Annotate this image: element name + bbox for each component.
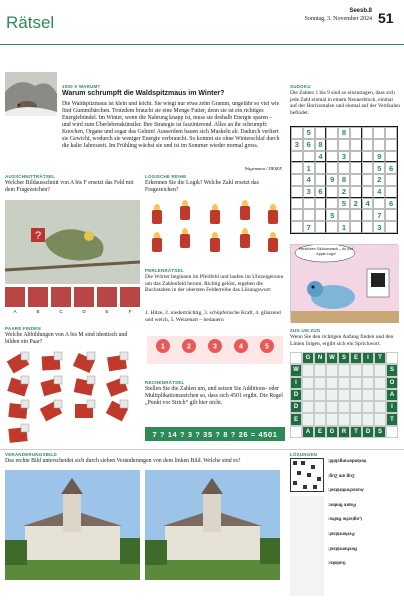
zug-cell: I: [290, 377, 302, 389]
logik-text: Erkennen Sie die Logik? Welche Zahl ersetzt das Fragezeichen?: [145, 180, 259, 193]
zug-cell: W: [290, 364, 302, 376]
sudoku-cell: [291, 151, 303, 163]
solution-heading: Sudoku:: [328, 560, 346, 566]
sudoku-cell: [303, 151, 315, 163]
zug-cell: W: [326, 352, 338, 364]
sudoku-cell: [303, 209, 315, 221]
sudoku-cell: 6: [303, 139, 315, 151]
zug-cell: [338, 377, 350, 389]
sudoku-cell: 8: [338, 174, 350, 186]
sudoku-cell: 9: [373, 151, 385, 163]
zug-cell: [338, 389, 350, 401]
sudoku-cell: 6: [385, 198, 397, 210]
sudoku-cell: 3: [373, 221, 385, 233]
rechen-equation: 7 ? 14 ? 3 ? 35 ? 8 ? 26 = 4501: [145, 427, 285, 441]
solutions-items: [328, 458, 400, 566]
sudoku-cell: 7: [303, 221, 315, 233]
cutout-letter: C: [59, 309, 63, 314]
logik-label: LOGISCHE REIHE: [145, 174, 187, 179]
sudoku-cell: [362, 186, 374, 198]
sudoku-cell: 3: [303, 186, 315, 198]
pair-figure: [106, 376, 128, 397]
sudoku-cell: [362, 209, 374, 221]
sudoku-cell: [350, 209, 362, 221]
sudoku-cell: [385, 127, 397, 139]
zug-cell: [314, 389, 326, 401]
zug-cell: [314, 377, 326, 389]
paare-label: PAARE FINDEN: [5, 326, 41, 331]
wissen-label: 1000 X WARUM?: [62, 84, 101, 89]
sudoku-cell: 7: [373, 209, 385, 221]
zug-cell: [362, 364, 374, 376]
sudoku-cell: [362, 127, 374, 139]
zug-cell: [326, 377, 338, 389]
zug-cell: [302, 364, 314, 376]
sudoku-cell: 5: [338, 198, 350, 210]
sudoku-cell: [385, 221, 397, 233]
pair-figure: [42, 352, 62, 370]
pair-figure: [7, 352, 30, 374]
zug-label: ZUG UM ZUG: [290, 328, 321, 333]
sudoku-cell: 8: [315, 139, 327, 151]
pairs-grid: [5, 350, 140, 446]
sudoku-cell: [362, 151, 374, 163]
sudoku-cell: [315, 162, 327, 174]
lantern: [268, 204, 278, 224]
cutout-option: [97, 287, 117, 314]
cutout-option: [120, 287, 140, 314]
cutout-letter: E: [105, 309, 109, 314]
pearl-number: 2: [187, 343, 191, 351]
pair-figure: [8, 400, 29, 419]
brand-name: Seesb.8: [349, 8, 372, 14]
sudoku-cell: [338, 162, 350, 174]
perlen-clues: 1. Hitze, 2. niederträchtig, 3. schöpferische Kraft, 4. glänzend und weich, 5. Weizenart – bedauern: [145, 310, 281, 323]
zug-cell: [350, 364, 362, 376]
lantern: [268, 232, 278, 252]
zug-cell: [362, 401, 374, 413]
pearl-number: 3: [213, 343, 217, 351]
zug-cell: [362, 413, 374, 425]
sudoku-cell: 4: [315, 151, 327, 163]
pair-figure: [73, 352, 95, 373]
sudoku-cell: [338, 139, 350, 151]
sudoku-cell: [326, 139, 338, 151]
shrew-illustration: [5, 72, 57, 116]
zug-cell: [374, 377, 386, 389]
zug-cell: [314, 413, 326, 425]
lantern: [210, 204, 220, 224]
zug-cell: [374, 389, 386, 401]
zug-cell: I: [362, 352, 374, 364]
cutout-letter: B: [36, 309, 40, 314]
zug-cell: [326, 364, 338, 376]
zug-text: Wenn Sie den richtigen Anfang finden und den Linien folgen, ergibt sich ein Sprichwort.: [290, 334, 394, 347]
sudoku-cell: [303, 198, 315, 210]
lantern: [240, 228, 250, 248]
zug-cell: [374, 364, 386, 376]
header-divider: [0, 44, 404, 45]
loesungen-label: LÖSUNGEN: [290, 452, 318, 457]
pair-figure: [107, 352, 128, 371]
lantern: [152, 204, 162, 224]
zug-cell: [350, 389, 362, 401]
solution-heading: Rechenrätsel:: [328, 546, 358, 552]
rechen-text: Stellen Sie die Zahlen um, und setzen Sie Additions- oder Multiplikationszeichen so, dass sich 4501 ergibt. Die Regel „Punkt vor Strich“ gilt hier nicht.: [145, 386, 283, 406]
lantern: [180, 228, 190, 248]
sudoku-cell: [326, 221, 338, 233]
sudoku-cell: [362, 162, 374, 174]
zug-cell: [362, 389, 374, 401]
cutout-option: [51, 287, 71, 314]
lantern: [240, 200, 250, 220]
sudoku-cell: [291, 209, 303, 221]
sudoku-cell: [291, 186, 303, 198]
sudoku-cell: [350, 127, 362, 139]
zug-cell: D: [290, 401, 302, 413]
zug-cell: [290, 352, 302, 364]
page-number: 51: [378, 10, 394, 26]
sudoku-cell: 1: [303, 162, 315, 174]
cutout-option: [74, 287, 94, 314]
sudoku-cell: [315, 174, 327, 186]
sudoku-cell: [385, 139, 397, 151]
zug-cell: [350, 413, 362, 425]
sudoku-cell: [315, 209, 327, 221]
sudoku-cell: [362, 174, 374, 186]
zug-cell: [290, 426, 302, 438]
sudoku-cell: 9: [326, 174, 338, 186]
cutout-option: [5, 287, 25, 314]
solution-heading: Paare finden:: [328, 502, 356, 508]
pearl-number: 5: [265, 343, 269, 351]
zug-cell: E: [290, 413, 302, 425]
zug-cell: [350, 377, 362, 389]
svg-text:?: ?: [34, 230, 42, 242]
sudoku-cell: [373, 198, 385, 210]
sudoku-cell: [291, 174, 303, 186]
veraenderung-label: VERÄNDERUNGSBILD: [5, 452, 57, 457]
veraenderung-text: Das rechte Bild unterscheidet sich durch sieben Veränderungen von dem linken Bild. Welche sind es?: [5, 458, 241, 464]
sudoku-cell: [373, 127, 385, 139]
sudoku-cell: 2: [338, 186, 350, 198]
sudoku-cell: [385, 151, 397, 163]
zug-cell: E: [350, 352, 362, 364]
pair-figure: [74, 376, 95, 396]
zug-cell: D: [362, 426, 374, 438]
sudoku-cell: [326, 198, 338, 210]
sudoku-cell: [291, 198, 303, 210]
solution-heading: Ausschnitträtsel:: [328, 487, 364, 493]
masthead: [290, 8, 372, 23]
solution-sudoku: [290, 458, 324, 492]
sudoku-cell: 2: [373, 174, 385, 186]
sudoku-cell: [385, 174, 397, 186]
zug-cell: [338, 364, 350, 376]
sudoku-cell: [326, 151, 338, 163]
sudoku-cell: 4: [362, 198, 374, 210]
sudoku-cell: 4: [303, 174, 315, 186]
sudoku-cell: [373, 139, 385, 151]
sudoku-cell: [350, 186, 362, 198]
zug-cell: R: [338, 426, 350, 438]
cutout-letter: A: [13, 309, 17, 314]
zug-cell: [326, 389, 338, 401]
zug-cell: [374, 413, 386, 425]
pearl-number: 1: [161, 343, 165, 351]
zug-cell: A: [386, 389, 398, 401]
zug-cell: G: [302, 352, 314, 364]
zug-cell: [326, 401, 338, 413]
sudoku-cell: [315, 221, 327, 233]
wissen-paragraph: Die Waldspitzmaus ist klein und leicht. Sie wiegt nur etwa zehn Gramm, ungefähr so viel wie fünf Gummibärchen. Trotzdem braucht sie eine Menge Futter, denn sie ist ein richtiges Energiebündel. Im Winter, wenn die Nahrung knapp ist, muss sie deshalb Energie sparen – und wird zum Überlebenskünstler. Ihre Strategie ist faszinierend. Alles an ihr schrumpft: Knochen, Organe und sogar das Gehirn! Ausserdem bauen sich Muskeln ab. Dadurch verliert sie Gewicht, wodurch sie weniger Energie verbraucht. So kommt sie ohne Winterschlaf durch die kalte Jahreszeit. Im Frühling wächst sie und ist im Sommer wieder normal gross.: [62, 101, 280, 149]
zug-cell: T: [386, 413, 398, 425]
zug-cell: [314, 364, 326, 376]
zug-cell: [362, 377, 374, 389]
pearl-chain: [145, 332, 285, 368]
zug-cell: [350, 401, 362, 413]
zug-cell: [386, 426, 398, 438]
sudoku-instructions: Die Zahlen 1 bis 9 sind so einzutragen, dass sich jede Zahl einmal in einem Neunerblock, einmal auf der Horizontalen und einmal auf der Vertikalen befindet.: [290, 90, 400, 116]
zug-cell: [326, 413, 338, 425]
sudoku-cell: [326, 186, 338, 198]
bird-photo: [5, 200, 140, 284]
sudoku-cell: 8: [338, 127, 350, 139]
perlen-label: PERLENRÄTSEL: [145, 268, 184, 273]
sudoku-cell: 4: [373, 186, 385, 198]
sudoku-cell: 3: [338, 151, 350, 163]
sudoku-cell: [291, 127, 303, 139]
sudoku-cell: [385, 209, 397, 221]
sudoku-grid: [290, 126, 398, 234]
sudoku-cell: 6: [385, 162, 397, 174]
sudoku-cell: [338, 209, 350, 221]
zug-cell: [302, 389, 314, 401]
sudoku-cell: [315, 198, 327, 210]
sudoku-cell: [350, 151, 362, 163]
section-divider: [0, 449, 404, 450]
zug-cell: G: [326, 426, 338, 438]
pair-figure: [8, 424, 29, 443]
zug-cell: [314, 401, 326, 413]
wissen-credit: Wagemann / DEIKE: [244, 166, 282, 171]
pair-figure: [40, 376, 62, 396]
zug-cell: O: [386, 377, 398, 389]
ausschnitt-label: AUSSCHNITTRÄTSEL: [5, 174, 56, 179]
sudoku-cell: [291, 221, 303, 233]
cartoon: [290, 244, 398, 322]
sudoku-cell: [291, 162, 303, 174]
zug-cell: [302, 413, 314, 425]
sudoku-cell: [385, 186, 397, 198]
sudoku-cell: [362, 139, 374, 151]
sudoku-label: SUDOKU: [290, 84, 311, 89]
sudoku-cell: [315, 127, 327, 139]
zug-cell: [386, 352, 398, 364]
zug-cell: E: [314, 426, 326, 438]
zug-cell: I: [386, 401, 398, 413]
zug-cell: S: [386, 364, 398, 376]
wissen-text: [62, 101, 282, 165]
section-title: Rätsel: [6, 13, 55, 32]
solution-heading: Zug um Zug:: [328, 473, 355, 479]
pearl-number: 4: [239, 343, 243, 351]
zug-cell: [338, 401, 350, 413]
zug-cell: D: [290, 389, 302, 401]
sudoku-cell: [350, 221, 362, 233]
cartoon-speech: Herzlichen Glückwunsch – du und Apple-Logo!: [298, 247, 354, 256]
lantern: [210, 232, 220, 252]
issue-date: Sonntag, 3. November 2024: [304, 15, 372, 22]
zug-cell: A: [302, 426, 314, 438]
solutions-list: [328, 458, 400, 598]
ausschnitt-options: [5, 287, 140, 314]
solution-heading: Logische Reihe:: [328, 516, 362, 522]
sudoku-cell: 5: [373, 162, 385, 174]
cutout-letter: F: [128, 309, 132, 314]
sudoku-cell: 2: [350, 198, 362, 210]
church-photo-right: [145, 470, 280, 580]
zug-cell: T: [350, 426, 362, 438]
pair-figure: [75, 400, 95, 418]
zug-grid: [290, 352, 398, 438]
lantern: [152, 232, 162, 252]
zug-cell: [302, 401, 314, 413]
cutout-letter: D: [82, 309, 86, 314]
lantern-sequence: [145, 200, 285, 260]
lantern: [180, 200, 190, 220]
sudoku-cell: 3: [291, 139, 303, 151]
solution-heading: Perlenrätsel:: [328, 531, 355, 537]
sudoku-cell: 5: [326, 209, 338, 221]
cutout-option: [28, 287, 48, 314]
rechen-label: RECHENRÄTSEL: [145, 380, 185, 385]
pair-figure: [40, 400, 62, 421]
zug-cell: S: [374, 426, 386, 438]
church-photo-left: [5, 470, 140, 580]
sudoku-cell: 5: [303, 127, 315, 139]
sudoku-cell: [326, 127, 338, 139]
pair-figure: [106, 400, 128, 421]
sudoku-cell: [350, 174, 362, 186]
zug-cell: [374, 401, 386, 413]
zug-cell: T: [374, 352, 386, 364]
page-header: [0, 0, 404, 44]
zug-cell: [302, 377, 314, 389]
pair-figure: [7, 376, 29, 396]
sudoku-cell: [326, 162, 338, 174]
sudoku-cell: 1: [338, 221, 350, 233]
zug-cell: S: [338, 352, 350, 364]
sudoku-cell: [362, 221, 374, 233]
zug-cell: N: [314, 352, 326, 364]
perlen-text: Die Wörter beginnen im Pfeilfeld und laufen im Uhrzeigersinn um das Zahlenfeld herum. Richtig gelöst, ergeben die Buchstaben in der obersten Felderreihe das Lösungswort:: [145, 274, 284, 294]
zug-cell: [338, 413, 350, 425]
sudoku-cell: [350, 162, 362, 174]
wissen-heading: Warum schrumpft die Waldspitzmaus im Winter?: [62, 90, 225, 97]
solution-notes: [290, 496, 324, 596]
sudoku-cell: [350, 139, 362, 151]
sudoku-cell: 6: [315, 186, 327, 198]
solution-heading: Veränderungsbild:: [328, 458, 367, 464]
paare-text: Welche Abbildungen von A bis M sind identisch und bilden ein Paar?: [5, 332, 128, 345]
ausschnitt-text: Welcher Bildausschnitt von A bis F ersetzt das Feld mit dem Fragezeichen?: [5, 180, 134, 193]
